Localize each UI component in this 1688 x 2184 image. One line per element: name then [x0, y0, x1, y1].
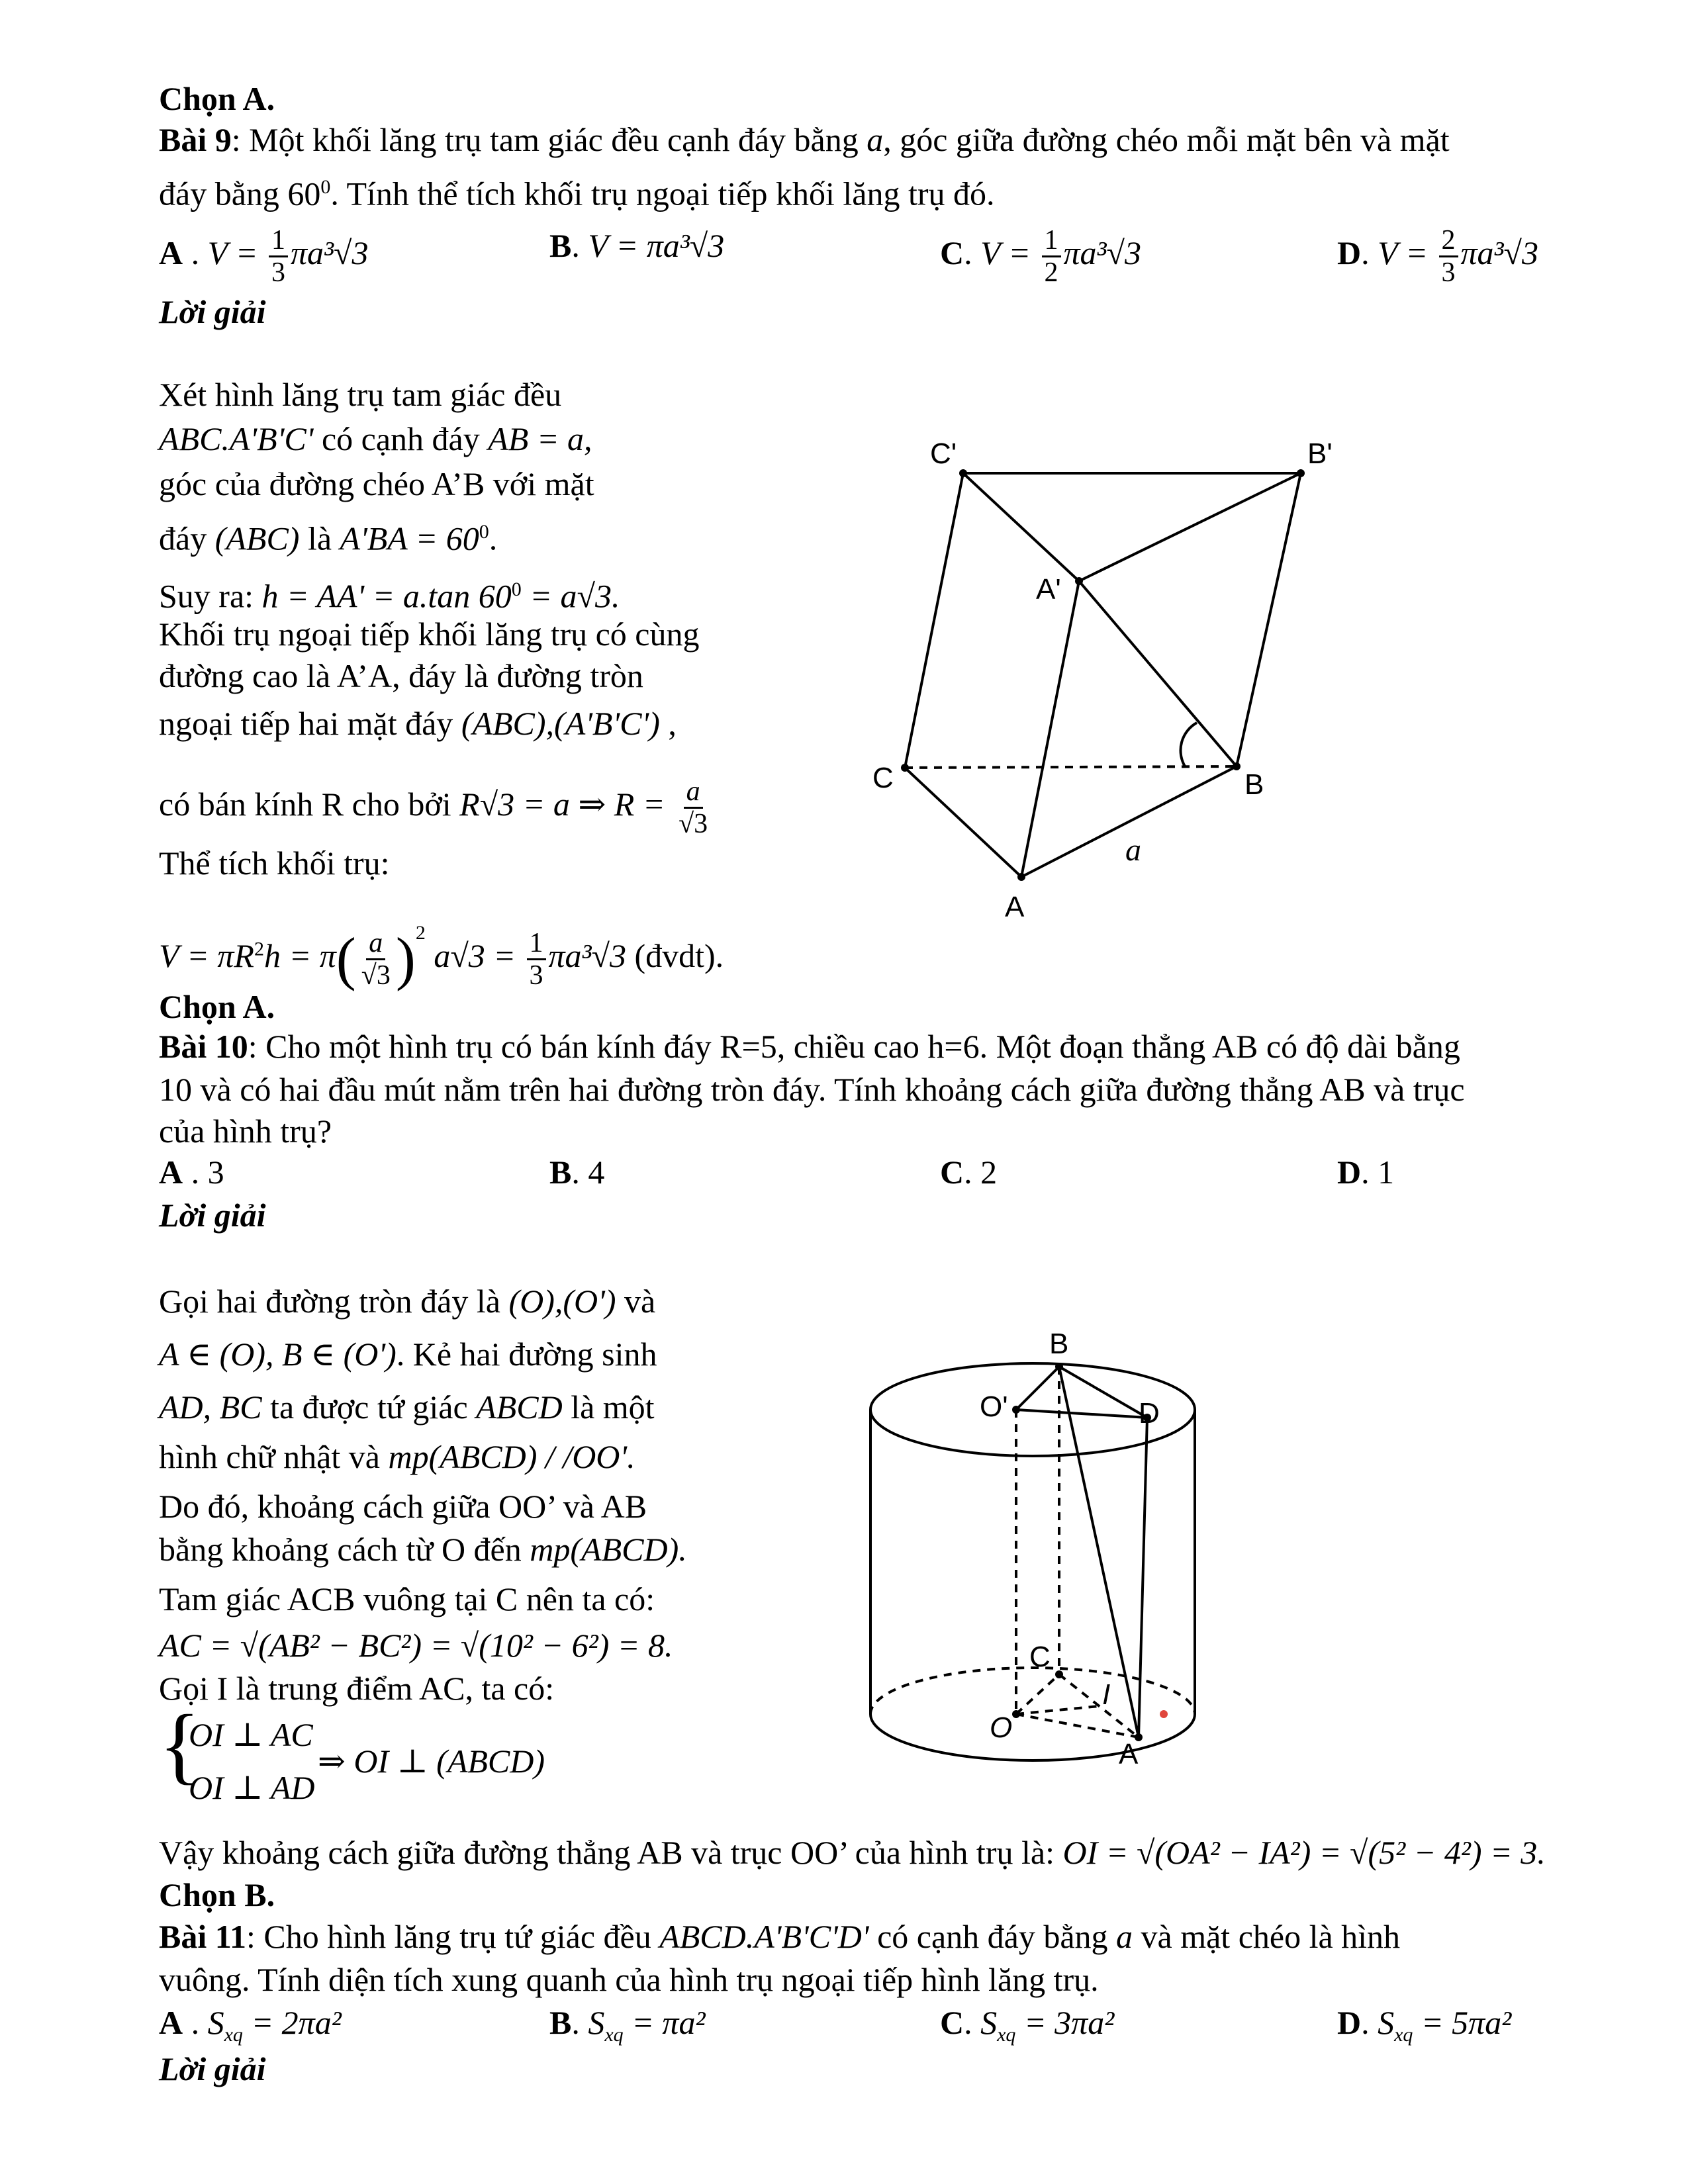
solution-text: Khối trụ ngoại tiếp khối lăng trụ có cùng — [159, 615, 700, 653]
solution-text: Gọi I là trung điểm AC, ta có: — [159, 1670, 555, 1707]
label-a-side: a — [1125, 833, 1141, 868]
label-o-prime: O' — [980, 1390, 1008, 1423]
label-c: C — [1029, 1641, 1051, 1673]
problem-9-line-1: Bài 9: Một khối lăng trụ tam giác đều cạnh đáy bằng a, góc giữa đường chéo mỗi mặt bên và mặt — [159, 121, 1450, 158]
solution-text: Suy ra: h = AA' = a.tan $60^0 = a√3$. — [159, 577, 620, 615]
problem-10-line-3: của hình trụ? — [159, 1113, 332, 1150]
solution-heading: Lời giải — [159, 1197, 266, 1234]
system-brace: { — [159, 1698, 201, 1793]
solution-text: AC = √(AB² − BC²) = √(10² − 6²) = 8. — [159, 1627, 673, 1664]
problem-11-option-d: D. $S_{xq} = 5\pi a^2$ — [1337, 2004, 1512, 2046]
label-b: B — [1244, 768, 1264, 801]
solution-text: hình chữ nhật và mp(ABCD) / /OO'. — [159, 1438, 635, 1475]
label-b: B — [1049, 1328, 1069, 1360]
problem-9-option-b: B. V = πa³√3 — [549, 227, 725, 264]
solution-text: góc của đường chéo A’B với mặt — [159, 465, 594, 502]
problem-11-line-1: Bài 11: Cho hình lăng trụ tứ giác đều ABCD.A'B'C'D' có cạnh đáy bằng a và mặt chéo là hình — [159, 1918, 1401, 1955]
solution-text: Tam giác ACB vuông tại C nên ta có: — [159, 1580, 655, 1617]
problem-10-line-1: Bài 10: Cho một hình trụ có bán kính đáy R=5, chiều cao h=6. Một đoạn thẳng AB có độ dài bằng — [159, 1028, 1460, 1065]
solution-text: Xét hình lăng trụ tam giác đều — [159, 376, 562, 413]
problem-11-line-2: vuông. Tính diện tích xung quanh của hình trụ ngoại tiếp hình lăng trụ. — [159, 1961, 1099, 1998]
solution-heading: Lời giải — [159, 2050, 266, 2087]
solution-heading: Lời giải — [159, 293, 266, 330]
solution-text: có bán kính R cho bởi R√3 = a ⇒ R = $\frac{a}{√3}$ — [159, 776, 708, 840]
solution-text: Gọi hai đường tròn đáy là (O),(O') và — [159, 1283, 656, 1320]
system-conclusion: ⇒ OI ⊥ (ABCD) — [318, 1743, 545, 1780]
solution-text: A ∈ (O), B ∈ (O'). Kẻ hai đường sinh — [159, 1336, 657, 1373]
solution-text: AD, BC ta được tứ giác ABCD là một — [159, 1388, 655, 1426]
problem-10-option-c: C. 2 — [940, 1154, 998, 1191]
label-c-prime: C' — [930, 437, 957, 470]
problem-11-option-c: C. $S_{xq} = 3\pi a^2$ — [940, 2004, 1115, 2046]
solution-text: ngoại tiếp hai mặt đáy (ABC),(A'B'C') , — [159, 705, 677, 742]
problem-9-option-a: A . V = $\frac{1}{3}$ πa³√3 — [159, 225, 369, 288]
system-line-1: OI ⊥ AC — [189, 1716, 313, 1753]
solution-text: Do đó, khoảng cách giữa OO’ và AB — [159, 1488, 647, 1525]
problem-10-option-d: D. 1 — [1337, 1154, 1395, 1191]
label-o: O — [990, 1711, 1013, 1744]
label-a: A — [1005, 891, 1025, 923]
solution-text: ABC.A'B'C' có cạnh đáy AB = a, — [159, 420, 592, 457]
answer-line: Chọn B. — [159, 1876, 275, 1913]
solution-text: bằng khoảng cách từ O đến mp(ABCD). — [159, 1531, 687, 1568]
problem-10-option-b: B. 4 — [549, 1154, 605, 1191]
problem-11-option-a: A . $S_{xq} = 2\pi a^2$ — [159, 2004, 342, 2046]
label-d: D — [1139, 1397, 1160, 1430]
label-b-prime: B' — [1307, 437, 1333, 470]
problem-9-label: Bài 9 — [159, 121, 232, 158]
label-a-prime: A' — [1036, 573, 1061, 606]
solution-text: Thể tích khối trụ: — [159, 844, 390, 882]
solution-text: đáy (ABC) là $A'BA = 60^0$. — [159, 520, 498, 557]
label-a: A — [1119, 1738, 1139, 1770]
solution-text: đường cao là A’A, đáy là đường tròn — [159, 657, 643, 694]
problem-10-option-a: A . 3 — [159, 1154, 224, 1191]
label-c: C — [872, 762, 894, 794]
problem-9-option-c: C. V = $\frac{1}{2}$ πa³√3 — [940, 225, 1141, 288]
answer-line: Chọn A. — [159, 80, 275, 117]
system-line-2: OI ⊥ AD — [189, 1769, 315, 1806]
problem-11-option-b: B. $S_{xq} = \pi a^2$ — [549, 2004, 706, 2046]
volume-formula: $V = \pi R^2h = \pi$( $\frac{a}{√3}$ )$^2$ a√3 = $\frac{1}{3}$ πa³√3 (đvdt). — [159, 922, 724, 992]
problem-10-line-2: 10 và có hai đầu mút nằm trên hai đường tròn đáy. Tính khoảng cách giữa đường thẳng AB và trục — [159, 1071, 1465, 1108]
label-i: I — [1102, 1678, 1111, 1711]
problem-9-line-2: đáy bằng $60^0$. Tính thể tích khối trụ ngoại tiếp khối lăng trụ đó. — [159, 175, 995, 212]
solution-conclusion: Vậy khoảng cách giữa đường thẳng AB và trục OO’ của hình trụ là: OI = √(OA² − IA²) = √(5² − 4²) = 3. — [159, 1834, 1546, 1871]
answer-line: Chọn A. — [159, 988, 275, 1025]
problem-9-option-d: D. V = $\frac{2}{3}$ πa³√3 — [1337, 225, 1538, 288]
